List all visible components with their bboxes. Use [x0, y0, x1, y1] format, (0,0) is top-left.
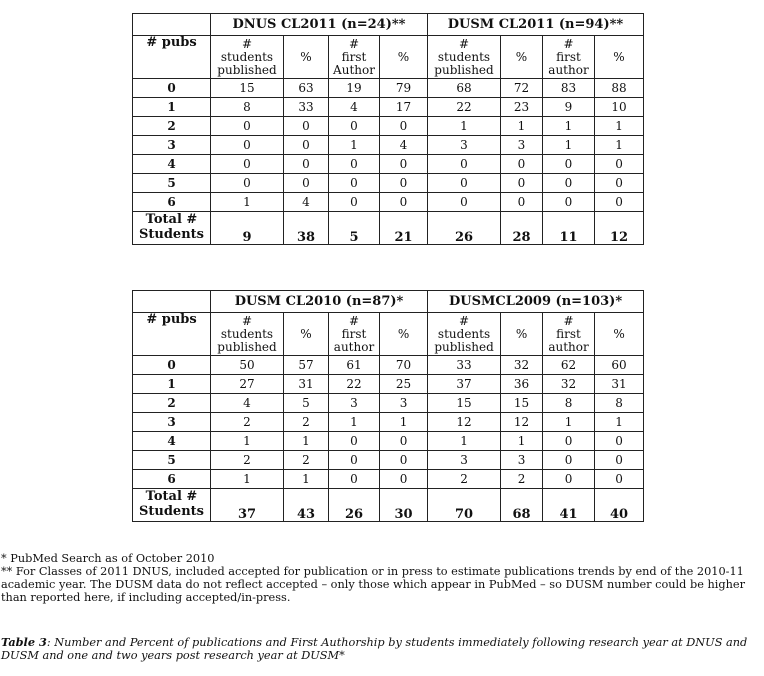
- table-cell: 1: [543, 413, 595, 432]
- column-header-line: author: [333, 340, 375, 354]
- table-cell: 0: [543, 470, 595, 489]
- table-cell: 27: [211, 375, 284, 394]
- table-cell: 0: [428, 193, 501, 212]
- table-cell: 1: [329, 413, 380, 432]
- table-cell: 5: [284, 394, 329, 413]
- table-cell: 60: [595, 356, 644, 375]
- table-cell: 0: [428, 155, 501, 174]
- table-cell: 0: [211, 117, 284, 136]
- total-cell: 30: [380, 489, 428, 522]
- table-cell: 0: [380, 432, 428, 451]
- table-cell: 0: [380, 174, 428, 193]
- table-cell: 33: [428, 356, 501, 375]
- table-cell: 4: [211, 394, 284, 413]
- total-row: [133, 212, 644, 245]
- total-cell: 41: [543, 489, 595, 522]
- table-cell: 0: [329, 117, 380, 136]
- table-cell: 2: [284, 413, 329, 432]
- column-header-line: first: [341, 327, 367, 341]
- table-cell: 3: [329, 394, 380, 413]
- table-cell: 57: [284, 356, 329, 375]
- column-header-line: %: [300, 50, 312, 64]
- column-header: [543, 36, 595, 79]
- table-row: [133, 155, 644, 174]
- caption-text: : Number and Percent of publications and First Authorship by students immediately following research year at DNUS and DUSM and one and two years post research year at DUSM*: [1, 636, 748, 662]
- table-cell: 31: [284, 375, 329, 394]
- table-row: [133, 356, 644, 375]
- table-cell: 83: [543, 79, 595, 98]
- table-cell: 0: [380, 117, 428, 136]
- table-cell: 0: [595, 174, 644, 193]
- table-cell: 2: [284, 451, 329, 470]
- table-cell: 2: [428, 470, 501, 489]
- total-cell: 38: [284, 212, 329, 245]
- total-cell: 43: [284, 489, 329, 522]
- table-cell: 70: [380, 356, 428, 375]
- table-cell: 0: [329, 451, 380, 470]
- group-header: DNUS CL2011 (n=24)**: [211, 14, 428, 36]
- table-row: [133, 174, 644, 193]
- column-header-line: %: [515, 50, 528, 64]
- table-cell: 62: [543, 356, 595, 375]
- table-cell: 25: [380, 375, 428, 394]
- total-cell: 28: [501, 212, 543, 245]
- row-label: 5: [133, 174, 211, 193]
- table-row: [133, 375, 644, 394]
- total-cell: 37: [211, 489, 284, 522]
- column-header: [428, 36, 501, 79]
- row-label: 6: [133, 470, 211, 489]
- table-cell: 1: [595, 413, 644, 432]
- footnote-accepted: ** For Classes of 2011 DNUS, included accepted for publication or in press to estimate publications trends by end of the 2010-11 academic year. The DUSM data do not reflect accepted – only those which appear in PubMed – so DUSM number could be higher than reported here, if including accepted/in-press.: [1, 565, 745, 604]
- table-cell: 0: [329, 155, 380, 174]
- column-header-line: students: [220, 327, 274, 341]
- table-cell: 0: [543, 155, 595, 174]
- group-header: DUSMCL2009 (n=103)*: [428, 291, 644, 313]
- row-label: 0: [133, 79, 211, 98]
- table-cell: 3: [428, 136, 501, 155]
- row-header-pubs: # pubs: [133, 36, 211, 79]
- table-cell: 1: [211, 193, 284, 212]
- table-cell: 3: [428, 451, 501, 470]
- column-header: [595, 313, 644, 356]
- table-cell: 17: [380, 98, 428, 117]
- column-header-line: #: [241, 37, 253, 51]
- table-cell: 0: [428, 174, 501, 193]
- column-header-line: first: [341, 50, 367, 64]
- column-header-line: published: [217, 63, 277, 77]
- table-cell: 63: [284, 79, 329, 98]
- table-cell: 1: [284, 432, 329, 451]
- column-header-line: #: [563, 37, 574, 51]
- corner-cell: [133, 14, 211, 36]
- column-header-line: %: [397, 327, 410, 341]
- table-cell: 0: [329, 193, 380, 212]
- row-label: 5: [133, 451, 211, 470]
- table-cell: 22: [428, 98, 501, 117]
- column-header: [211, 313, 284, 356]
- total-cell: 9: [211, 212, 284, 245]
- table-cell: 0: [501, 193, 543, 212]
- column-header-line: author: [548, 340, 589, 354]
- table-cell: 15: [428, 394, 501, 413]
- column-header-line: #: [241, 314, 253, 328]
- total-row: [133, 489, 644, 522]
- column-header-line: published: [434, 63, 494, 77]
- corner-cell: [133, 291, 211, 313]
- total-label-line: Total #: [145, 489, 198, 504]
- table-cell: 0: [595, 432, 644, 451]
- table-cell: 3: [501, 136, 543, 155]
- table-cell: 0: [211, 174, 284, 193]
- column-header: [211, 36, 284, 79]
- total-label-line: Total #: [145, 212, 198, 227]
- table-cell: 19: [329, 79, 380, 98]
- total-label: [133, 489, 211, 522]
- table-cell: 37: [428, 375, 501, 394]
- table-cell: 0: [595, 451, 644, 470]
- row-label: 1: [133, 375, 211, 394]
- row-label: 0: [133, 356, 211, 375]
- table-cell: 0: [284, 117, 329, 136]
- table-cell: 32: [501, 356, 543, 375]
- table-cell: 0: [380, 470, 428, 489]
- table-row: [133, 98, 644, 117]
- table-cell: 0: [211, 136, 284, 155]
- column-header-line: published: [434, 340, 494, 354]
- publications-table-2010-2009: [132, 290, 644, 522]
- total-cell: 5: [329, 212, 380, 245]
- table-cell: 10: [595, 98, 644, 117]
- table-cell: 88: [595, 79, 644, 98]
- table-row: [133, 413, 644, 432]
- table-cell: 1: [595, 136, 644, 155]
- column-header-line: students: [220, 50, 274, 64]
- column-header-line: #: [348, 314, 360, 328]
- total-cell: 26: [329, 489, 380, 522]
- column-header: [284, 36, 329, 79]
- row-label: 6: [133, 193, 211, 212]
- column-header: [428, 313, 501, 356]
- table-cell: 12: [501, 413, 543, 432]
- column-header-line: %: [613, 50, 625, 64]
- row-label: 3: [133, 136, 211, 155]
- table-row: [133, 79, 644, 98]
- column-header-line: students: [437, 50, 491, 64]
- table-cell: 3: [380, 394, 428, 413]
- table-cell: 0: [284, 136, 329, 155]
- table-caption: [1, 636, 763, 662]
- table-row: [133, 451, 644, 470]
- table-cell: 0: [284, 155, 329, 174]
- column-header-line: #: [348, 37, 360, 51]
- table-cell: 1: [380, 413, 428, 432]
- footnotes: [1, 552, 763, 604]
- row-label: 2: [133, 394, 211, 413]
- column-header-line: author: [548, 63, 589, 77]
- table-cell: 1: [501, 117, 543, 136]
- table-cell: 0: [543, 432, 595, 451]
- table-cell: 2: [501, 470, 543, 489]
- table-cell: 1: [543, 117, 595, 136]
- table-cell: 1: [428, 117, 501, 136]
- table-cell: 1: [211, 470, 284, 489]
- table-cell: 0: [501, 174, 543, 193]
- table-row: [133, 470, 644, 489]
- column-header: [284, 313, 329, 356]
- column-header-line: first: [556, 50, 581, 64]
- row-label: 4: [133, 155, 211, 174]
- column-header-line: %: [300, 327, 312, 341]
- table-cell: 32: [543, 375, 595, 394]
- table-cell: 1: [595, 117, 644, 136]
- column-header-line: %: [397, 50, 410, 64]
- total-label-line: Students: [139, 504, 204, 519]
- table-cell: 0: [543, 193, 595, 212]
- column-header: [595, 36, 644, 79]
- table-cell: 0: [595, 470, 644, 489]
- column-header: [329, 313, 380, 356]
- footnote-pubmed: * PubMed Search as of October 2010: [1, 552, 215, 565]
- column-header: [501, 313, 543, 356]
- table-cell: 1: [211, 432, 284, 451]
- row-label: 2: [133, 117, 211, 136]
- table-cell: 1: [501, 432, 543, 451]
- total-cell: 11: [543, 212, 595, 245]
- total-label-line: Students: [139, 227, 204, 242]
- table-cell: 36: [501, 375, 543, 394]
- total-cell: 12: [595, 212, 644, 245]
- table-cell: 0: [543, 174, 595, 193]
- table-cell: 0: [380, 193, 428, 212]
- total-label: [133, 212, 211, 245]
- table-cell: 0: [595, 155, 644, 174]
- column-header-line: #: [459, 314, 470, 328]
- column-header-line: published: [217, 340, 277, 354]
- table-cell: 31: [595, 375, 644, 394]
- table-cell: 0: [595, 193, 644, 212]
- table-cell: 0: [284, 174, 329, 193]
- publications-table-2011: [132, 13, 644, 245]
- table-cell: 68: [428, 79, 501, 98]
- table-row: [133, 193, 644, 212]
- table-row: [133, 394, 644, 413]
- table-row: [133, 136, 644, 155]
- table-cell: 4: [284, 193, 329, 212]
- total-cell: 70: [428, 489, 501, 522]
- table-cell: 0: [211, 155, 284, 174]
- column-header-line: #: [563, 314, 574, 328]
- table-cell: 15: [211, 79, 284, 98]
- table-cell: 33: [284, 98, 329, 117]
- column-header: [329, 36, 380, 79]
- table-cell: 0: [380, 451, 428, 470]
- group-header: DUSM CL2010 (n=87)*: [211, 291, 428, 313]
- row-header-pubs: # pubs: [133, 313, 211, 356]
- table-cell: 8: [595, 394, 644, 413]
- column-header-line: students: [437, 327, 491, 341]
- table-row: [133, 432, 644, 451]
- table-cell: 22: [329, 375, 380, 394]
- column-header: [543, 313, 595, 356]
- total-cell: 68: [501, 489, 543, 522]
- column-header: [380, 313, 428, 356]
- total-cell: 40: [595, 489, 644, 522]
- table-cell: 0: [329, 470, 380, 489]
- table-cell: 1: [428, 432, 501, 451]
- table-cell: 79: [380, 79, 428, 98]
- column-header: [380, 36, 428, 79]
- column-header-line: #: [458, 37, 470, 51]
- group-header: DUSM CL2011 (n=94)**: [428, 14, 644, 36]
- table-cell: 2: [211, 451, 284, 470]
- caption-label: Table 3: [1, 635, 47, 649]
- table-cell: 12: [428, 413, 501, 432]
- table-cell: 72: [501, 79, 543, 98]
- table-cell: 1: [329, 136, 380, 155]
- column-header-line: %: [515, 327, 528, 341]
- column-header-line: %: [613, 327, 625, 341]
- table-cell: 9: [543, 98, 595, 117]
- table-cell: 2: [211, 413, 284, 432]
- total-cell: 26: [428, 212, 501, 245]
- table-cell: 0: [329, 432, 380, 451]
- row-label: 4: [133, 432, 211, 451]
- table-cell: 1: [543, 136, 595, 155]
- row-label: 3: [133, 413, 211, 432]
- table-cell: 61: [329, 356, 380, 375]
- column-header: [501, 36, 543, 79]
- table-cell: 8: [211, 98, 284, 117]
- column-header-line: first: [556, 327, 581, 341]
- table-cell: 50: [211, 356, 284, 375]
- table-cell: 0: [380, 155, 428, 174]
- table-row: [133, 117, 644, 136]
- table-cell: 4: [329, 98, 380, 117]
- table-cell: 0: [501, 155, 543, 174]
- table-cell: 3: [501, 451, 543, 470]
- row-label: 1: [133, 98, 211, 117]
- table-cell: 4: [380, 136, 428, 155]
- table-cell: 1: [284, 470, 329, 489]
- total-cell: 21: [380, 212, 428, 245]
- table-cell: 0: [329, 174, 380, 193]
- table-cell: 0: [543, 451, 595, 470]
- column-header-line: Author: [333, 63, 375, 77]
- table-cell: 15: [501, 394, 543, 413]
- table-cell: 23: [501, 98, 543, 117]
- table-cell: 8: [543, 394, 595, 413]
